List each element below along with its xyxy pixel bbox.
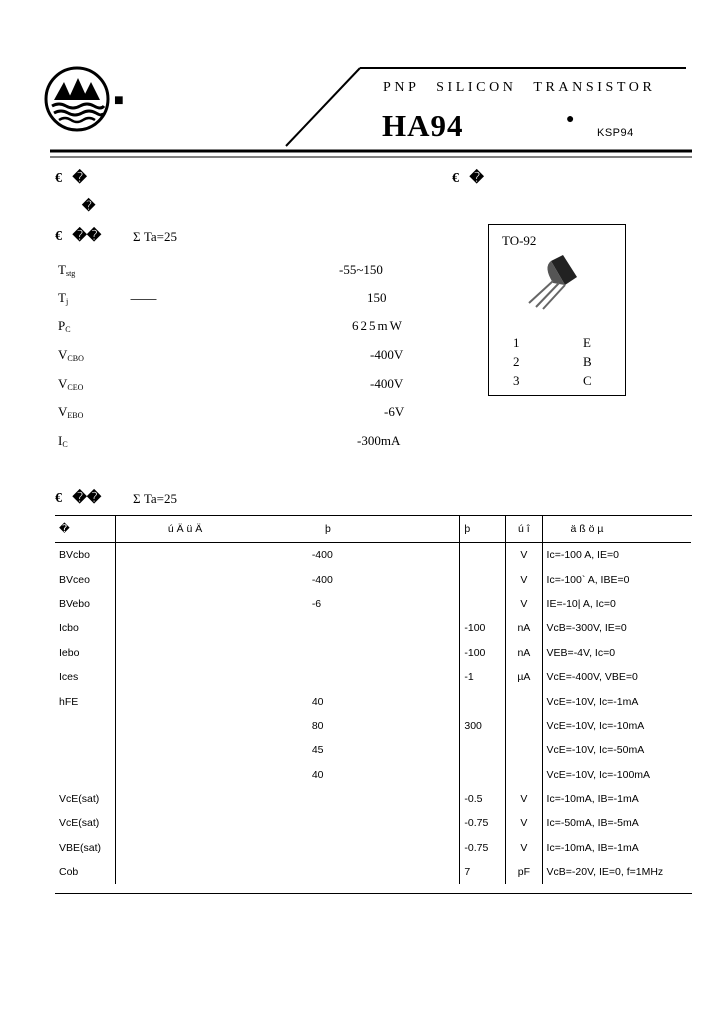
ec-cell-max [460, 543, 506, 568]
ec-cell-min: -400 [115, 543, 460, 568]
ec-cell-max: -0.75 [460, 836, 506, 860]
table-row [55, 543, 691, 568]
ec-cell-cond: VcB=-300V, IE=0 [546, 622, 627, 635]
ec-cell-min: 45 [115, 738, 460, 762]
ec-cell-max [460, 689, 506, 713]
ec-cell-max: 300 [460, 714, 506, 738]
ec-cell-param [55, 714, 115, 738]
device-subtitle: PNP SILICON TRANSISTOR [383, 80, 656, 95]
ec-cell-min: -6 [115, 592, 460, 616]
ec-cell-max: -0.5 [460, 787, 506, 811]
ec-cell-unit: V [506, 567, 542, 591]
ec-cell-param [55, 763, 115, 787]
table-row [55, 787, 691, 811]
ec-cell-param: VBE(sat) [55, 836, 115, 860]
ec-heading: € �� [55, 491, 102, 506]
ec-cell-max: -100 [460, 641, 506, 665]
ec-cell-unit [506, 738, 542, 762]
ec-cell-unit: V [506, 592, 542, 616]
max-ratings-heading: € �� [55, 229, 102, 244]
company-name-glyph: ■ [114, 92, 124, 109]
ec-cell-cond: Ic=-10mA, IB=-1mA [546, 793, 639, 806]
ec-cell-max [460, 763, 506, 787]
ec-table [55, 516, 691, 884]
ec-cell-max [460, 567, 506, 591]
ec-cell-min [115, 811, 460, 835]
ec-cell-max: -100 [460, 616, 506, 640]
table-row [55, 714, 691, 738]
ec-cell-min: 40 [115, 689, 460, 713]
ec-cell-unit: V [506, 787, 542, 811]
table-row [55, 738, 691, 762]
ec-cell-min: 40 [115, 763, 460, 787]
table-row [55, 616, 691, 640]
ec-cell-param: Cob [55, 860, 115, 884]
ec-header-cond: ä ß ö µ [542, 516, 691, 543]
ec-cell-param: Icbo [55, 616, 115, 640]
ec-header-name: ú Ä ü Ä þ [115, 516, 460, 543]
pin-row-1: 1 E [513, 335, 591, 350]
ec-cell-param: VcE(sat) [55, 787, 115, 811]
ec-cell-min [115, 860, 460, 884]
ec-cell-max: -0.75 [460, 811, 506, 835]
pin-row-3: 3 C [513, 373, 592, 388]
ec-cell-cond: Ic=-10mA, IB=-1mA [546, 841, 639, 854]
ec-header-param: � [55, 516, 115, 543]
ec-cell-cond: Ic=-100` A, IBE=0 [546, 573, 630, 586]
ec-table-bottom-rule [55, 893, 692, 894]
ec-cell-max: 7 [460, 860, 506, 884]
ec-cell-unit: pF [506, 860, 542, 884]
ec-cell-unit: µA [506, 665, 542, 689]
ec-cell-cond: IE=-10| A, Ic=0 [546, 597, 616, 610]
ec-cell-cond: VEB=-4V, Ic=0 [546, 646, 616, 659]
ec-cell-min [115, 836, 460, 860]
features-subitem: � [82, 198, 96, 213]
table-row [55, 641, 691, 665]
ec-cell-min: 80 [115, 714, 460, 738]
ec-cell-param: Iebo [55, 641, 115, 665]
ec-cell-unit [506, 689, 542, 713]
ec-cell-unit: V [506, 836, 542, 860]
package-box [488, 224, 626, 396]
ec-cell-cond: VcE=-400V, VBE=0 [546, 671, 638, 684]
package-name: TO-92 [502, 233, 537, 248]
equivalent-part: KSP94 [597, 127, 634, 139]
ec-cell-unit [506, 763, 542, 787]
ec-cell-param: hFE [55, 689, 115, 713]
ec-cell-min [115, 787, 460, 811]
ec-cell-cond: Ic=-100 A, IE=0 [546, 549, 619, 562]
table-row [55, 689, 691, 713]
ec-header-max: þ [460, 516, 506, 543]
table-row [55, 567, 691, 591]
ec-cell-param [55, 738, 115, 762]
ec-condition: Σ Ta=25 [133, 491, 177, 506]
ec-cell-max: -1 [460, 665, 506, 689]
ec-cell-unit: nA [506, 616, 542, 640]
ec-cell-max [460, 738, 506, 762]
table-row [55, 665, 691, 689]
ec-cell-cond: VcE=-10V, Ic=-10mA [546, 719, 645, 732]
ec-cell-param: BVceo [55, 567, 115, 591]
table-row [55, 811, 691, 835]
table-row [55, 763, 691, 787]
ec-cell-min [115, 616, 460, 640]
ec-cell-max [460, 592, 506, 616]
ec-cell-cond: VcE=-10V, Ic=-50mA [546, 744, 645, 757]
ec-cell-param: VcE(sat) [55, 811, 115, 835]
table-row [55, 592, 691, 616]
ec-cell-unit [506, 714, 542, 738]
ec-cell-min [115, 641, 460, 665]
features-heading: € � [55, 171, 87, 186]
to92-package-icon [519, 251, 589, 311]
ec-cell-unit: V [506, 543, 542, 568]
ec-cell-unit: nA [506, 641, 542, 665]
ec-table-header [55, 516, 691, 543]
ec-cell-param: Ices [55, 665, 115, 689]
ec-header-unit: ú î [506, 516, 542, 543]
ec-cell-unit: V [506, 811, 542, 835]
table-row [55, 836, 691, 860]
ec-cell-param: BVebo [55, 592, 115, 616]
part-number: HA94 [382, 108, 464, 143]
ec-cell-min: -400 [115, 567, 460, 591]
right-heading: € � [452, 171, 484, 186]
ec-cell-cond: Ic=-50mA, IB=-5mA [546, 817, 639, 830]
pin-row-2: 2 B [513, 354, 592, 369]
ec-cell-cond: VcB=-20V, IE=0, f=1MHz [546, 866, 664, 879]
ec-cell-cond: VcE=-10V, Ic=-1mA [546, 695, 639, 708]
ec-cell-param: BVcbo [55, 543, 115, 568]
ec-cell-cond: VcE=-10V, Ic=-100mA [546, 768, 651, 781]
table-row [55, 860, 691, 884]
max-ratings-condition: Σ Ta=25 [133, 229, 177, 244]
bullet-icon: ● [566, 112, 575, 127]
ec-cell-min [115, 665, 460, 689]
